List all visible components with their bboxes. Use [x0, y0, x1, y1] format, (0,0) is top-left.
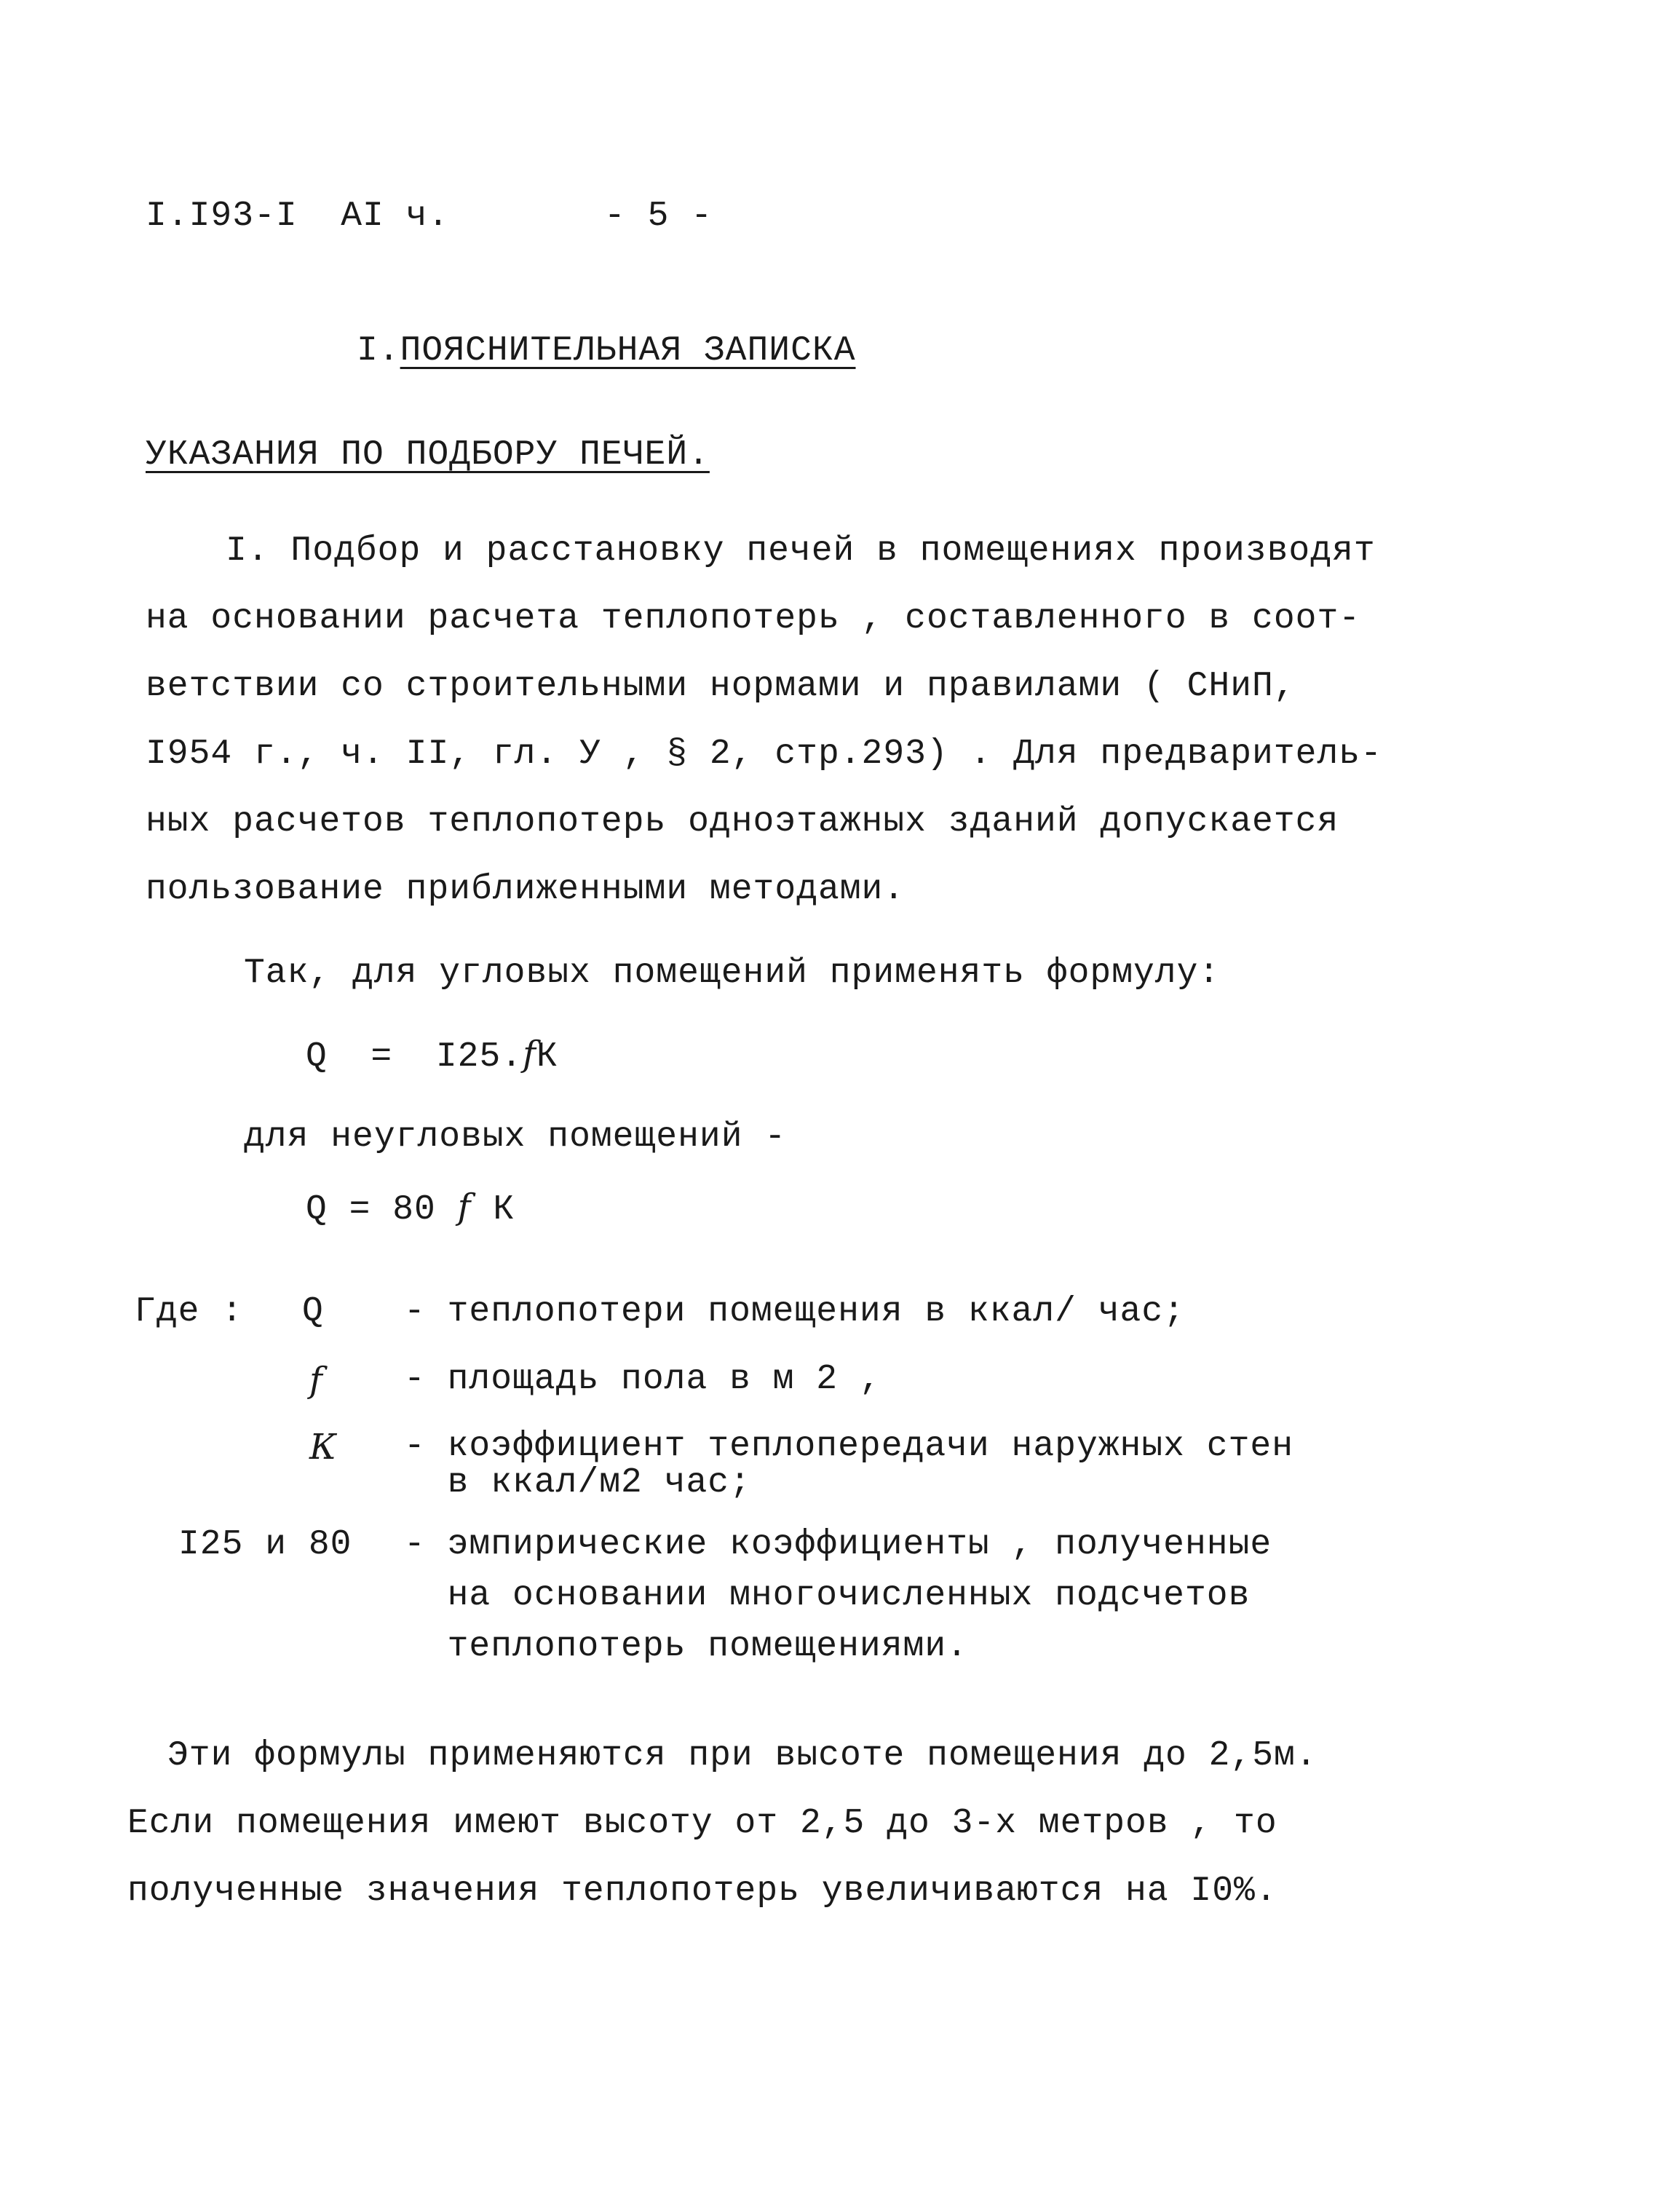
formula-noncorner [306, 1187, 515, 1229]
legend-desc: в ккал/м2 час; [404, 1463, 751, 1502]
legend-desc: - площадь пола в м 2 , [404, 1360, 881, 1399]
legend-symbol-f: f [309, 1360, 323, 1401]
paragraph-line: пользование приближенными методами. [146, 870, 906, 909]
legend-symbol-coefficients: I25 и 80 [178, 1525, 352, 1564]
formula-area-symbol: f [523, 1034, 536, 1074]
formula-lhs: Q [306, 1037, 328, 1077]
paragraph-line: на основании расчета теплопотерь , составленного в соот- [146, 599, 1361, 638]
formula-corner [306, 1034, 558, 1077]
legend-desc: - коэффициент теплопередачи наружных стен [404, 1427, 1293, 1466]
paragraph-line: Если помещения имеют высоту от 2,5 до 3-х метров , то [127, 1804, 1277, 1843]
paragraph-line: ветствии со строительными нормами и правилами ( СНиП, [146, 667, 1296, 706]
paragraph-line: полученные значения теплопотерь увеличиваются на I0%. [127, 1872, 1277, 1911]
paragraph-line: I954 г., ч. II, гл. У , § 2, стр.293) . Для предваритель- [146, 734, 1382, 774]
section-heading [357, 331, 856, 371]
paragraph-line: Эти формулы применяются при высоте помещения до 2,5м. [167, 1736, 1318, 1775]
paragraph-line: I. Подбор и расстановку печей в помещениях производят [226, 531, 1376, 571]
formula-eq: = [371, 1037, 393, 1077]
document-code: I.I93-I AI ч. [146, 197, 450, 236]
formula-lhs: Q [306, 1190, 328, 1229]
page-number: - 5 - [604, 197, 713, 236]
formula-eq: = [349, 1190, 371, 1229]
legend-symbol-q: Q [302, 1292, 324, 1331]
formula-k-symbol: К [536, 1037, 558, 1077]
subsection-title: УКАЗАНИЯ ПО ПОДБОРУ ПЕЧЕЙ. [146, 435, 710, 475]
legend-desc: теплопотерь помещениями. [404, 1627, 968, 1666]
legend-desc: - эмпирические коэффициенты , полученные [404, 1525, 1272, 1564]
formula-k-symbol: К [493, 1190, 515, 1229]
legend-where: Где : [135, 1292, 244, 1331]
legend-symbol-k: К [309, 1427, 338, 1468]
legend-desc: - теплопотери помещения в ккал/ час; [404, 1292, 1185, 1331]
paragraph-line: ных расчетов теплопотерь одноэтажных зданий допускается [146, 802, 1339, 841]
corner-intro: Так, для угловых помещений применять формулу: [244, 954, 1221, 993]
formula-coefficient: I25. [435, 1037, 523, 1077]
section-number: I. [357, 331, 400, 371]
noncorner-intro: для неугловых помещений - [244, 1117, 787, 1157]
section-title: ПОЯСНИТЕЛЬНАЯ ЗАПИСКА [400, 331, 856, 371]
legend-desc: на основании многочисленных подсчетов [404, 1576, 1251, 1615]
formula-area-symbol: f [457, 1187, 472, 1227]
formula-coefficient: 80 [392, 1190, 436, 1229]
